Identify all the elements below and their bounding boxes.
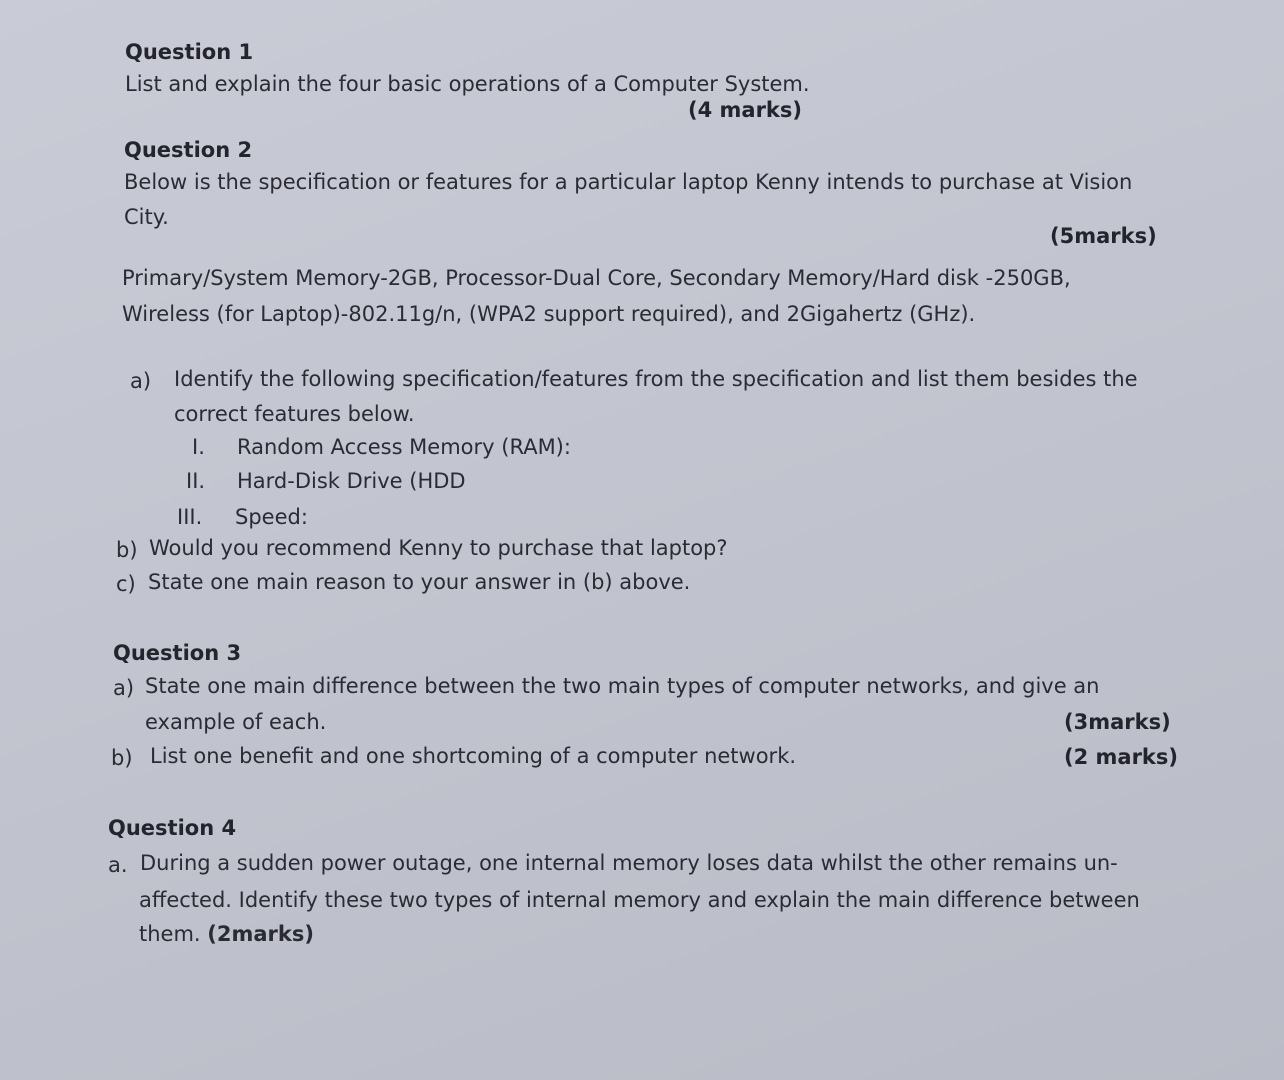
item-2-number: II.	[186, 469, 206, 493]
question-3-heading: Question 3	[113, 641, 242, 665]
question-4a-line3-wrapper	[139, 922, 314, 946]
question-3a-marks: (3marks)	[1064, 710, 1171, 734]
question-2-spec-line2: Wireless (for Laptop)-802.11g/n, (WPA2 support required), and 2Gigahertz (GHz).	[122, 302, 976, 326]
question-3b-text: List one benefit and one shortcoming of a computer network.	[150, 744, 797, 768]
item-2-text: Hard-Disk Drive (HDD	[237, 469, 466, 493]
question-1-heading: Question 1	[125, 40, 254, 64]
question-4a-line2: affected. Identify these two types of internal memory and explain the main difference between	[139, 888, 1140, 912]
question-3a-label: a)	[113, 676, 135, 700]
question-2-intro-line2: City.	[124, 205, 169, 229]
question-2-intro-line1: Below is the specification or features for a particular laptop Kenny intends to purchase at Vision	[124, 170, 1133, 194]
question-4a-label: a.	[108, 853, 128, 877]
question-2b-text: Would you recommend Kenny to purchase that laptop?	[149, 536, 728, 560]
question-4a-marks: (2marks)	[207, 922, 314, 946]
question-2a-line2: correct features below.	[174, 402, 415, 426]
question-2b-label: b)	[116, 538, 138, 562]
question-2-marks: (5marks)	[1050, 224, 1157, 248]
item-3-text: Speed:	[235, 505, 308, 529]
question-2c-label: c)	[116, 572, 136, 596]
question-4a-line1: During a sudden power outage, one internal memory loses data whilst the other remains un-	[140, 851, 1118, 875]
question-4-heading: Question 4	[108, 816, 237, 840]
question-2c-text: State one main reason to your answer in (b) above.	[148, 570, 691, 594]
item-1-number: I.	[192, 435, 205, 459]
question-1-marks: (4 marks)	[688, 98, 802, 122]
question-2-heading: Question 2	[124, 138, 253, 162]
question-3a-line1: State one main difference between the two main types of computer networks, and give an	[145, 674, 1100, 698]
question-1-text: List and explain the four basic operations of a Computer System.	[125, 72, 810, 96]
question-2a-label: a)	[130, 369, 152, 393]
question-4a-line3: them.	[139, 922, 201, 946]
item-3-number: III.	[177, 505, 203, 529]
question-2-spec-line1: Primary/System Memory-2GB, Processor-Dual Core, Secondary Memory/Hard disk -250GB,	[122, 266, 1071, 290]
question-2a-line1: Identify the following specification/features from the specification and list them besides the	[174, 367, 1138, 391]
item-1-text: Random Access Memory (RAM):	[237, 435, 571, 459]
question-3b-marks: (2 marks)	[1064, 745, 1178, 769]
question-3a-line2: example of each.	[145, 710, 327, 734]
question-3b-label: b)	[111, 746, 133, 770]
